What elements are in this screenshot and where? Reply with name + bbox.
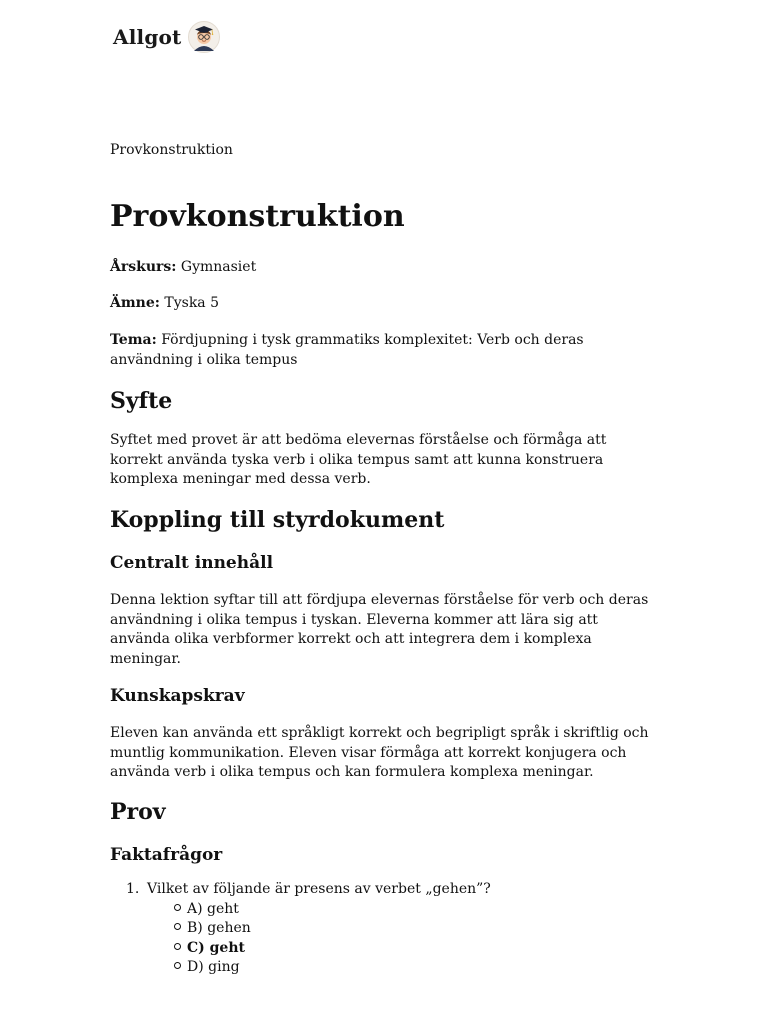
page-title: Provkonstruktion (110, 199, 405, 234)
answer-option-b: B) gehen (174, 920, 251, 936)
question-text: Vilket av följande är presens av verbet „gehen”? (147, 881, 491, 897)
section-heading-syfte: Syfte (110, 388, 173, 414)
subheading-centralt: Centralt innehåll (110, 553, 274, 573)
meta-arskurs (110, 259, 256, 275)
graduate-avatar-icon (188, 21, 220, 53)
meta-value-cont: användning i olika tempus (110, 351, 298, 368)
meta-value: Fördjupning i tysk grammatiks komplexitet: Verb och deras (161, 332, 584, 348)
meta-label: Årskurs: (110, 259, 177, 275)
question-number: 1. (126, 881, 140, 897)
brand-name: Allgot (113, 25, 182, 49)
meta-value: Gymnasiet (180, 259, 257, 275)
syfte-paragraph: Syftet med provet är att bedöma elevernas förståelse och förmåga att korrekt använda tyska verb i olika tempus samt att kunna konstruera komplexa meningar med dessa verb. (110, 432, 607, 487)
circle-bullet-icon (174, 943, 181, 950)
circle-bullet-icon (174, 923, 181, 930)
subheading-kunskapskrav: Kunskapskrav (110, 686, 245, 706)
breadcrumb[interactable]: Provkonstruktion (110, 142, 233, 158)
brand-logo[interactable] (113, 20, 220, 54)
kunskapskrav-paragraph: Eleven kan använda ett språkligt korrekt och begripligt språk i skriftlig och muntlig kommunikation. Eleven visar förmåga att korrekt konjugera och använda verb i olika tempus och kan formulera komplexa meningar. (110, 725, 649, 780)
subheading-faktafragor: Faktafrågor (110, 845, 223, 865)
question-list (110, 881, 670, 981)
meta-value: Tyska 5 (164, 295, 220, 311)
meta-tema (110, 331, 670, 370)
answer-option-a: A) geht (174, 901, 239, 917)
section-heading-koppling: Koppling till styrdokument (110, 507, 445, 533)
meta-label: Ämne: (110, 295, 160, 311)
circle-bullet-icon (174, 962, 181, 969)
answer-option-d: D) ging (174, 959, 240, 975)
meta-amne (110, 295, 219, 311)
centralt-paragraph: Denna lektion syftar till att fördjupa elevernas förståelse för verb och deras användning i olika tempus i tyskan. Eleverna kommer att lära sig att använda olika verbformer korrekt och att integrera dem i komplexa meningar. (110, 592, 649, 667)
section-heading-prov: Prov (110, 799, 166, 825)
meta-label: Tema: (110, 332, 157, 348)
circle-bullet-icon (174, 904, 181, 911)
answer-option-c-correct: C) geht (174, 940, 245, 956)
